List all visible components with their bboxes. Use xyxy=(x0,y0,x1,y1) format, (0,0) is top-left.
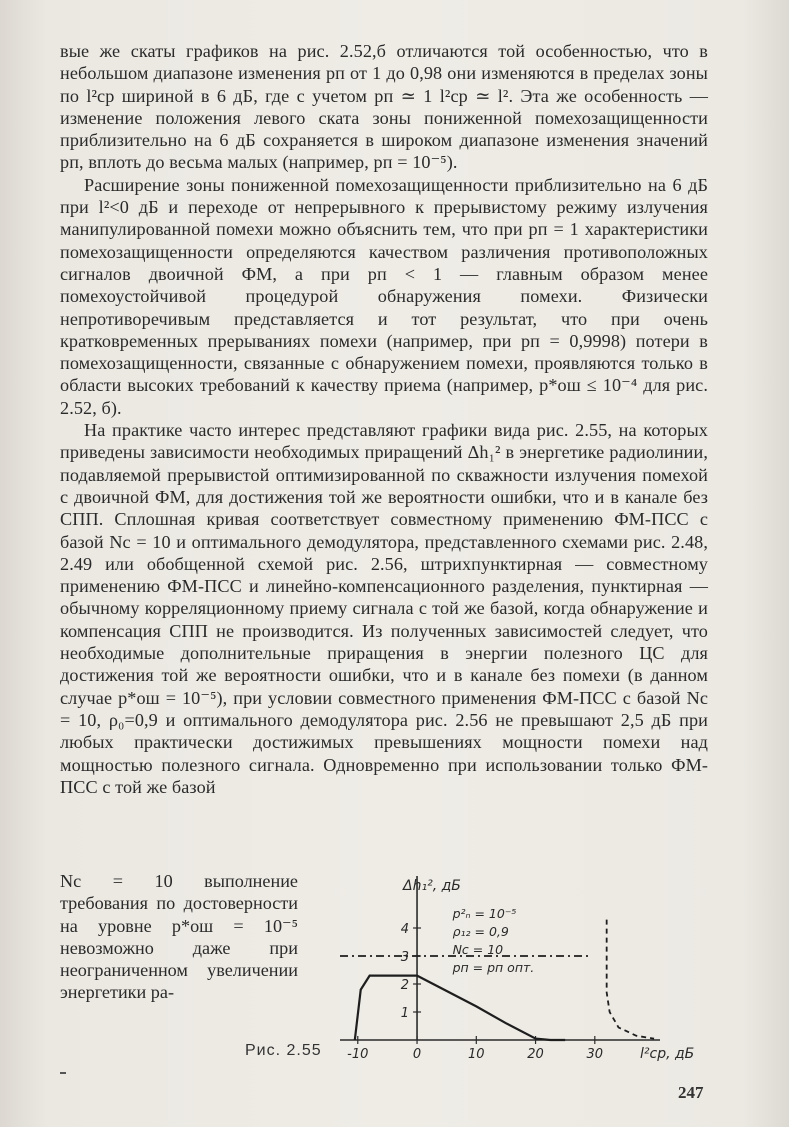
x-tick-label: -10 xyxy=(347,1047,369,1062)
y-tick-label: 1 xyxy=(400,1006,410,1021)
annotation-label: p²ₙ = 10⁻⁵ xyxy=(452,906,517,921)
x-tick-label: 10 xyxy=(468,1047,485,1062)
ink-speck xyxy=(60,1072,66,1074)
x-tick-label: 30 xyxy=(586,1047,604,1062)
page-number: 247 xyxy=(678,1083,704,1102)
y-axis-label: Δh₁², дБ xyxy=(403,878,461,894)
y-tick-label: 3 xyxy=(400,950,410,965)
paragraph-2: Расширение зоны пониженной помехозащищенности приблизительно на 6 дБ при l²<0 дБ и переходе от непрерывного к прерывистому режиму излучения манипулированной помехи можно объяснить тем, что при pп = 1 характеристики помехозащищенности определяются качеством различения противоположных сигналов двоичной ФМ, а при pп < 1 — главным образом менее помехоустойчивой процедурой обнаружения помехи. Физически непротиворечивым представляется и тот результат, что при очень кратковременных прерываниях помехи (например, при pп = 0,9998) потери в помехозащищенности, связанные с обнаружением помехи, проявляются только в области высоких требований к качеству приема (например, p*ош ≤ 10⁻⁴ для рис. 2.52, б). xyxy=(60,174,708,418)
body-text xyxy=(60,40,708,798)
x-axis-label: l²ср, дБ xyxy=(640,1046,695,1062)
annotation-label: Nс = 10 xyxy=(452,942,504,957)
figure-caption: Рис. 2.55 xyxy=(245,1042,322,1059)
paragraph-3: На практике часто интерес представляют графики вида рис. 2.55, на которых приведены зависимости необходимых приращений Δh₁² в энергетике радиолинии, подавляемой прерывистой оптимизированной по скважности излучения помехой с двоичной ФМ, для достижения той же вероятности ошибки, что и в канале без СПП. Сплошная кривая соответствует совместному применению ФМ-ПСС с базой Nс = 10 и оптимального демодулятора, представленного схемами рис. 2.48, 2.49 или обобщенной схемой рис. 2.56, штрихпунктирная — совместному применению ФМ-ПСС и линейно-компенсационного разделения, пунктирная — обычному корреляционному приему сигнала с той же базой, когда обнаружение и компенсация СПП не производится. Из полученных зависимостей следует, что необходимые дополнительные приращения в энергии полезного ЦС для достижения той же вероятности ошибки, что и в канале без помехи (в данном случае p*ош = 10⁻⁵), при условии совместного применения ФМ-ПСС с базой Nс = 10, ρ₀=0,9 и оптимального демодулятора рис. 2.56 не превышают 2,5 дБ при любых практически достижимых превышениях мощности помехи над мощностью полезного сигнала. Одновременно при использовании только ФМ-ПСС с той же базой xyxy=(60,420,708,797)
x-tick-label: 0 xyxy=(412,1047,422,1062)
series-dashed-line xyxy=(607,920,654,1039)
paragraph-1: вые же скаты графиков на рис. 2.52,б отличаются той особенностью, что в небольшом диапазоне изменения pп от 1 до 0,98 они изменяются в пределах зоны по l²ср шириной в 6 дБ, где с учетом pп ≃ 1 l²ср ≃ l². Эта же особенность — изменение положения левого ската зоны пониженной помехозащищенности приблизительно на 6 дБ сохраняется в широком диапазоне изменения значений pп, вплоть до весьма малых (например, pп = 10⁻⁵). xyxy=(60,41,708,173)
annotation-label: pп = pп опт. xyxy=(452,960,535,975)
x-tick-label: 20 xyxy=(527,1047,544,1062)
y-tick-label: 2 xyxy=(400,978,410,993)
wrapped-text: Nс = 10 выполнение требования по достоверности на уровне p*ош = 10⁻⁵ невозможно даже при неограниченном увеличении энергетики ра- xyxy=(60,871,298,1003)
series-solid-line xyxy=(355,976,565,1040)
annotation-label: ρ₁₂ = 0,9 xyxy=(452,924,509,939)
y-tick-label: 4 xyxy=(400,922,410,937)
figure-2-55-chart xyxy=(320,870,700,1070)
